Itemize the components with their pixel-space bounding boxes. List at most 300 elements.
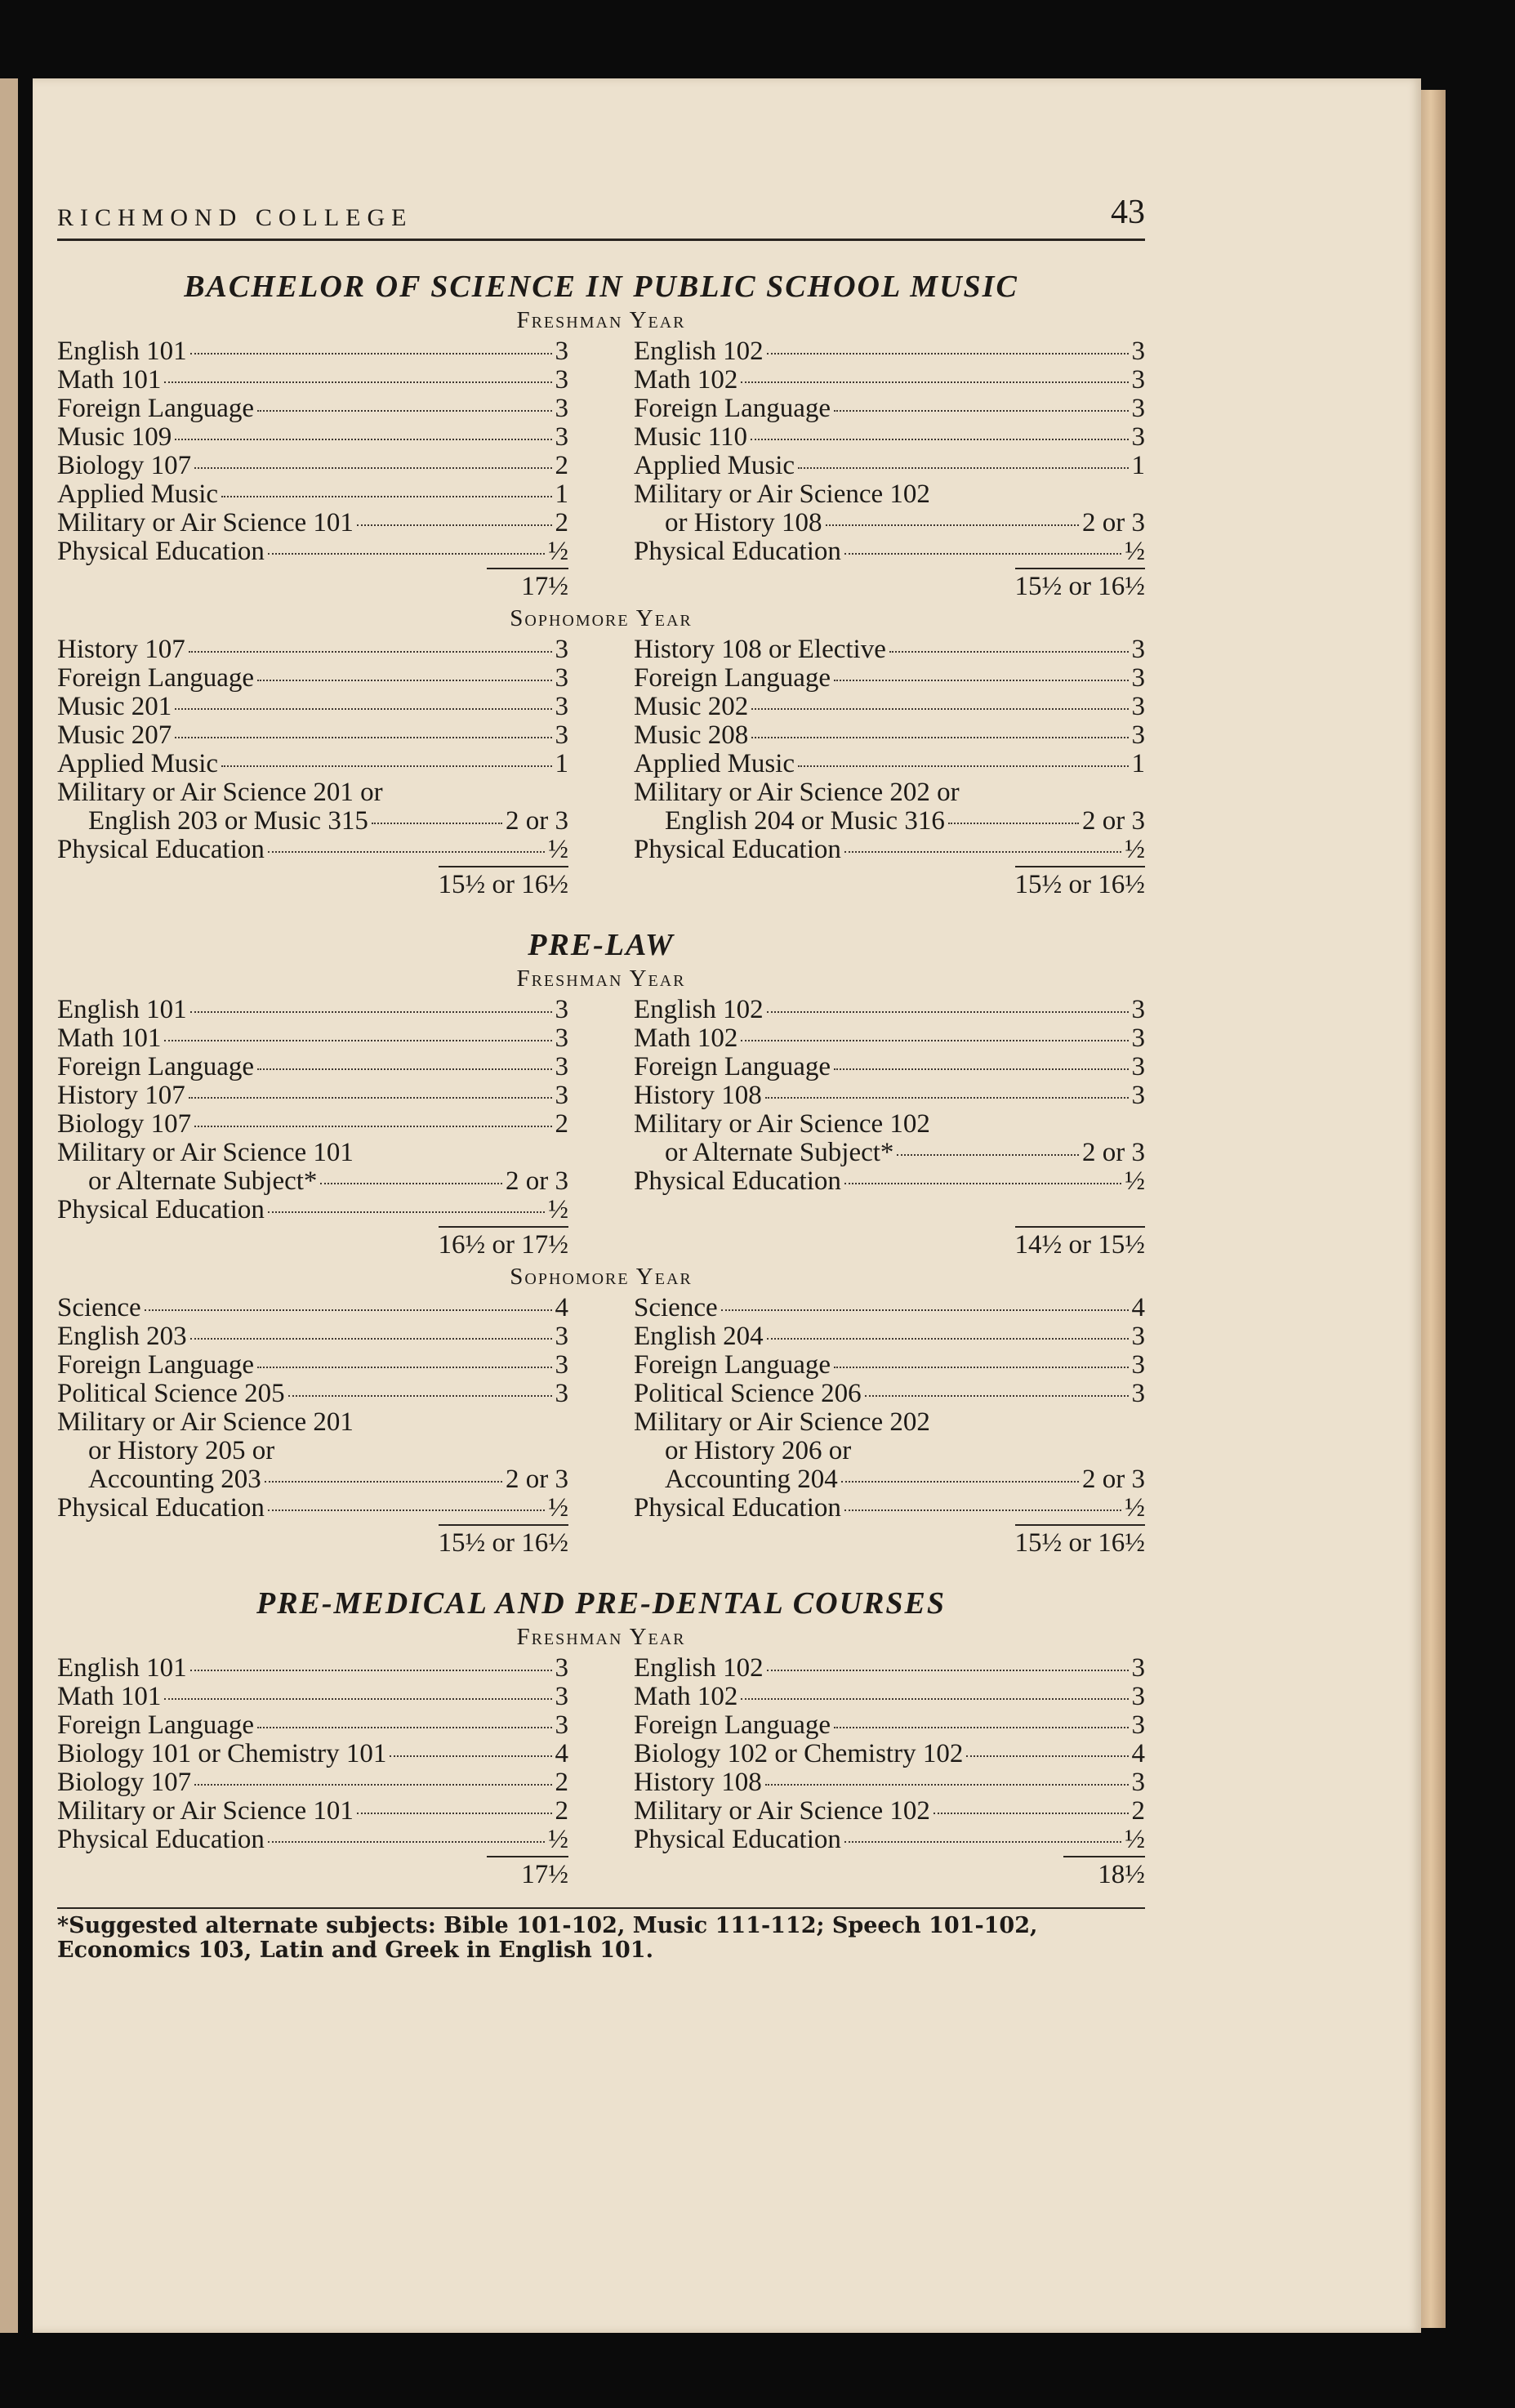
credit-hours: ½: [1125, 1825, 1145, 1854]
course-name: Physical Education: [57, 537, 265, 566]
course-name: Military or Air Science 102: [634, 479, 930, 509]
leader-dots: [865, 1395, 1129, 1397]
credit-hours: 3: [1131, 1322, 1145, 1351]
course-name: English 204: [634, 1322, 764, 1351]
leader-dots: [221, 496, 551, 497]
credit-hours: 3: [555, 663, 568, 693]
leader-dots: [841, 1481, 1079, 1483]
leader-dots: [145, 1309, 552, 1311]
credit-hours: 2 or 3: [1082, 806, 1145, 836]
course-row: [634, 1351, 1145, 1380]
course-name: Foreign Language: [57, 1052, 255, 1081]
credit-hours: 3: [555, 720, 568, 750]
course-row: [634, 537, 1145, 566]
credit-hours: ½: [1125, 1493, 1145, 1523]
course-name: Foreign Language: [634, 1052, 831, 1081]
leader-dots: [751, 439, 1128, 440]
course-row: [57, 1768, 568, 1797]
course-name: Physical Education: [57, 835, 265, 864]
course-row: [634, 452, 1145, 480]
course-row: [57, 1167, 568, 1196]
course-name: Accounting 204: [665, 1465, 838, 1494]
credit-hours: 3: [1131, 365, 1145, 395]
course-name: Math 101: [57, 1023, 162, 1053]
course-row: [634, 1322, 1145, 1351]
leader-dots: [320, 1183, 502, 1184]
course-row: [634, 1437, 1145, 1465]
course-row: [57, 1110, 568, 1139]
course-name: or Alternate Subject*: [665, 1138, 894, 1167]
leader-dots: [189, 1097, 552, 1099]
credit-hours: ½: [548, 1195, 568, 1224]
credit-hours: ½: [548, 1825, 568, 1854]
course-name: Math 102: [634, 365, 738, 395]
leader-dots: [164, 1698, 551, 1700]
course-name: Physical Education: [634, 1166, 841, 1196]
course-name: Physical Education: [634, 835, 841, 864]
credit-hours: 3: [555, 1379, 568, 1408]
credit-total: 15½ or 16½: [1015, 1524, 1146, 1558]
leader-dots: [934, 1813, 1129, 1814]
course-row: [57, 1740, 568, 1768]
credit-hours: 3: [555, 1350, 568, 1380]
credit-hours: ½: [1125, 537, 1145, 566]
college-name: RICHMOND COLLEGE: [57, 204, 413, 231]
course-name: Military or Air Science 101: [57, 508, 354, 537]
leader-dots: [257, 1367, 551, 1368]
leader-dots: [889, 651, 1129, 653]
section-title: BACHELOR OF SCIENCE IN PUBLIC SCHOOL MUSIC: [184, 270, 1018, 304]
semester-column-left: [57, 996, 568, 1260]
course-row: [57, 1139, 568, 1167]
curriculum-section: [57, 929, 1145, 1558]
credit-hours: ½: [1125, 835, 1145, 864]
year-heading: Freshman Year: [516, 965, 686, 992]
course-row: [57, 1380, 568, 1408]
semester-column-left: [57, 337, 568, 601]
course-row: [634, 1768, 1145, 1797]
course-row: [634, 750, 1145, 778]
credit-hours: 3: [1131, 635, 1145, 664]
course-name: Military or Air Science 202: [634, 1407, 930, 1437]
course-row: [57, 1053, 568, 1081]
leader-dots: [268, 1211, 545, 1213]
credit-hours: 3: [1131, 663, 1145, 693]
total-row: [57, 568, 568, 601]
credit-hours: 3: [1131, 394, 1145, 423]
course-row: [634, 807, 1145, 836]
course-row: [57, 452, 568, 480]
credit-hours: 2 or 3: [506, 1465, 568, 1494]
credit-hours: 2: [555, 1796, 568, 1826]
leader-dots: [897, 1154, 1079, 1156]
course-name: Math 101: [57, 365, 162, 395]
course-name: Physical Education: [634, 1493, 841, 1523]
leader-dots: [257, 1068, 551, 1070]
course-row: [634, 1408, 1145, 1437]
credit-hours: 1: [1131, 451, 1145, 480]
leader-dots: [221, 765, 551, 767]
course-row: [57, 366, 568, 395]
credit-total: 16½ or 17½: [439, 1226, 569, 1260]
course-name: Foreign Language: [57, 1350, 255, 1380]
credit-hours: 3: [555, 635, 568, 664]
leader-dots: [257, 680, 551, 681]
leader-dots: [767, 1011, 1129, 1013]
leader-dots: [751, 708, 1128, 710]
course-name: Foreign Language: [634, 1350, 831, 1380]
course-name: Applied Music: [634, 451, 795, 480]
total-row: [57, 866, 568, 899]
total-row: [634, 1524, 1145, 1558]
total-row: [634, 1856, 1145, 1889]
course-row: [634, 635, 1145, 664]
course-name: Biology 107: [57, 1109, 192, 1139]
credit-hours: 3: [555, 692, 568, 721]
credit-hours: 3: [555, 1710, 568, 1740]
course-row: [634, 509, 1145, 537]
credit-hours: 2: [555, 1768, 568, 1797]
year-heading: Sophomore Year: [510, 605, 693, 631]
course-name: Science: [634, 1293, 718, 1322]
credit-hours: 3: [555, 1682, 568, 1711]
course-name: History 108: [634, 1081, 762, 1110]
credit-hours: ½: [1125, 1166, 1145, 1196]
course-row: [634, 778, 1145, 807]
course-row: [634, 366, 1145, 395]
course-name: English 101: [57, 1653, 187, 1683]
course-row: [634, 1494, 1145, 1523]
semester-column-left: [57, 635, 568, 899]
course-name: History 107: [57, 1081, 185, 1110]
course-name: Military or Air Science 102: [634, 1796, 930, 1826]
course-name: English 101: [57, 337, 187, 366]
credit-hours: 3: [1131, 1350, 1145, 1380]
semester-column-right: [634, 337, 1145, 601]
semester-column-right: [634, 1654, 1145, 1889]
course-row: [634, 480, 1145, 509]
credit-hours: ½: [548, 537, 568, 566]
credit-total: 15½ or 16½: [1015, 568, 1146, 601]
credit-hours: 1: [555, 749, 568, 778]
credit-hours: 3: [1131, 1052, 1145, 1081]
total-row: [634, 568, 1145, 601]
credit-hours: 3: [555, 422, 568, 452]
course-name: or Alternate Subject*: [88, 1166, 318, 1196]
running-header: [57, 193, 1145, 241]
leader-dots: [798, 467, 1128, 469]
semester-column-right: [634, 635, 1145, 899]
leader-dots: [190, 353, 552, 355]
leader-dots: [265, 1481, 502, 1483]
course-row: [57, 1322, 568, 1351]
leader-dots: [765, 1097, 1129, 1099]
leader-dots: [834, 1727, 1128, 1728]
curriculum-section: [57, 270, 1145, 899]
course-row: [57, 996, 568, 1024]
section-title: PRE-MEDICAL AND PRE-DENTAL COURSES: [256, 1586, 946, 1621]
section-title: PRE-LAW: [528, 928, 675, 962]
leader-dots: [194, 467, 551, 469]
course-name: Physical Education: [57, 1493, 265, 1523]
credit-hours: 3: [555, 1052, 568, 1081]
credit-hours: 2 or 3: [506, 1166, 568, 1196]
course-row: [57, 395, 568, 423]
course-name: Music 109: [57, 422, 172, 452]
year-heading: Sophomore Year: [510, 1264, 693, 1290]
course-row: [634, 1139, 1145, 1167]
credit-total: 18½: [1063, 1856, 1145, 1889]
course-name: Math 102: [634, 1682, 738, 1711]
credit-hours: 3: [1131, 1653, 1145, 1683]
credit-hours: 3: [555, 337, 568, 366]
course-name: Music 208: [634, 720, 749, 750]
course-name: Applied Music: [57, 479, 219, 509]
leader-dots: [268, 1841, 545, 1843]
credit-total: 17½: [487, 568, 568, 601]
course-row: [57, 1351, 568, 1380]
course-row: [57, 509, 568, 537]
course-row: [57, 1196, 568, 1224]
course-name: English 102: [634, 337, 764, 366]
leader-dots: [175, 439, 551, 440]
course-row: [57, 1711, 568, 1740]
course-name: Foreign Language: [57, 394, 255, 423]
course-row: [634, 721, 1145, 750]
course-name: Foreign Language: [634, 1710, 831, 1740]
course-name: English 102: [634, 995, 764, 1024]
course-name: Foreign Language: [634, 394, 831, 423]
course-name: Applied Music: [57, 749, 219, 778]
course-name: Military or Air Science 201: [57, 1407, 354, 1437]
course-row: [57, 836, 568, 864]
course-row: [57, 1408, 568, 1437]
course-name: Biology 101 or Chemistry 101: [57, 1739, 387, 1768]
leader-dots: [190, 1338, 552, 1340]
total-row: [57, 1226, 568, 1260]
credit-hours: 2 or 3: [1082, 1465, 1145, 1494]
leader-dots: [268, 553, 545, 555]
leader-dots: [194, 1126, 551, 1127]
credit-hours: ½: [548, 1493, 568, 1523]
course-name: Music 201: [57, 692, 172, 721]
course-name: Physical Education: [57, 1195, 265, 1224]
course-row: [57, 721, 568, 750]
course-name: Biology 107: [57, 1768, 192, 1797]
credit-hours: 2: [1131, 1796, 1145, 1826]
semester-column-right: [634, 1294, 1145, 1558]
course-row: [634, 1167, 1145, 1196]
total-row: [634, 866, 1145, 899]
credit-hours: 2: [555, 451, 568, 480]
credit-hours: 4: [555, 1293, 568, 1322]
credit-total: 15½ or 16½: [439, 1524, 569, 1558]
course-row: [57, 1654, 568, 1683]
course-name: Physical Education: [634, 1825, 841, 1854]
course-columns: [57, 1294, 1145, 1558]
credit-hours: 1: [1131, 749, 1145, 778]
credit-hours: 3: [555, 995, 568, 1024]
course-row: [57, 537, 568, 566]
course-name: or History 206 or: [665, 1436, 852, 1465]
year-heading: Freshman Year: [516, 1624, 686, 1650]
course-name: Music 110: [634, 422, 748, 452]
course-name: Biology 102 or Chemistry 102: [634, 1739, 964, 1768]
footnote: *Suggested alternate subjects: Bible 101-102, Music 111-112; Speech 101-102, Economics 103, Latin and Greek in English 101.: [57, 1907, 1145, 1963]
leader-dots: [948, 823, 1079, 824]
course-name: Political Science 205: [57, 1379, 285, 1408]
credit-hours: 4: [1131, 1739, 1145, 1768]
course-row: [57, 693, 568, 721]
leader-dots: [834, 1068, 1128, 1070]
leader-dots: [844, 1841, 1121, 1843]
credit-hours: 3: [555, 1653, 568, 1683]
leader-dots: [826, 524, 1080, 526]
course-name: Military or Air Science 202 or: [634, 778, 960, 807]
semester-column-left: [57, 1654, 568, 1889]
course-name: History 108 or Elective: [634, 635, 886, 664]
course-row: [634, 1380, 1145, 1408]
course-name: Military or Air Science 102: [634, 1109, 930, 1139]
course-row: [634, 1110, 1145, 1139]
credit-hours: 2 or 3: [506, 806, 568, 836]
course-row: [634, 395, 1145, 423]
course-name: English 204 or Music 316: [665, 806, 945, 836]
leader-dots: [798, 765, 1128, 767]
credit-hours: 3: [555, 394, 568, 423]
course-row: [57, 1797, 568, 1826]
credit-hours: 3: [1131, 337, 1145, 366]
leader-dots: [767, 353, 1129, 355]
course-row: [634, 1654, 1145, 1683]
course-row: [634, 996, 1145, 1024]
leader-dots: [390, 1755, 551, 1757]
credit-hours: 3: [1131, 1379, 1145, 1408]
course-name: Accounting 203: [88, 1465, 261, 1494]
leader-dots: [834, 410, 1128, 412]
leader-dots: [767, 1670, 1129, 1671]
leader-dots: [741, 1698, 1128, 1700]
leader-dots: [751, 737, 1128, 738]
leader-dots: [164, 1040, 551, 1041]
course-name: Physical Education: [57, 1825, 265, 1854]
course-name: English 102: [634, 1653, 764, 1683]
course-name: Music 202: [634, 692, 749, 721]
leader-dots: [844, 851, 1121, 853]
course-name: History 107: [57, 635, 185, 664]
course-name: Science: [57, 1293, 141, 1322]
leader-dots: [175, 737, 551, 738]
year-heading: Freshman Year: [516, 307, 686, 333]
course-name: English 203: [57, 1322, 187, 1351]
leader-dots: [190, 1670, 552, 1671]
course-row: [57, 635, 568, 664]
leader-dots: [257, 410, 551, 412]
credit-hours: 3: [555, 365, 568, 395]
course-row: [634, 693, 1145, 721]
course-columns: [57, 635, 1145, 899]
total-row: [634, 1226, 1145, 1260]
credit-hours: 4: [1131, 1293, 1145, 1322]
course-row: [634, 1294, 1145, 1322]
course-row: [634, 337, 1145, 366]
course-row: [57, 807, 568, 836]
leader-dots: [966, 1755, 1128, 1757]
course-name: or History 108: [665, 508, 822, 537]
credit-total: 17½: [487, 1856, 568, 1889]
leader-dots: [268, 851, 545, 853]
credit-hours: 3: [555, 1322, 568, 1351]
credit-hours: 3: [1131, 995, 1145, 1024]
total-row: [57, 1856, 568, 1889]
course-row: [57, 480, 568, 509]
leader-dots: [194, 1784, 551, 1786]
course-name: Biology 107: [57, 451, 192, 480]
credit-hours: 4: [555, 1739, 568, 1768]
course-name: English 101: [57, 995, 187, 1024]
credit-hours: 3: [1131, 1682, 1145, 1711]
course-row: [634, 836, 1145, 864]
course-row: [634, 1465, 1145, 1494]
leader-dots: [372, 823, 502, 824]
leader-dots: [175, 708, 551, 710]
credit-hours: 3: [555, 1023, 568, 1053]
course-row: [57, 664, 568, 693]
credit-total: 15½ or 16½: [1015, 866, 1146, 899]
total-row: [57, 1524, 568, 1558]
leader-dots: [357, 524, 552, 526]
leader-dots: [844, 1509, 1121, 1511]
course-row: [57, 1465, 568, 1494]
course-name: or History 205 or: [88, 1436, 275, 1465]
course-name: Military or Air Science 201 or: [57, 778, 383, 807]
semester-column-left: [57, 1294, 568, 1558]
course-name: Math 102: [634, 1023, 738, 1053]
course-row: [634, 1683, 1145, 1711]
adjacent-page-edge: [0, 78, 18, 2333]
credit-hours: 3: [1131, 692, 1145, 721]
course-name: Applied Music: [634, 749, 795, 778]
course-row: [57, 1437, 568, 1465]
course-row: [57, 1081, 568, 1110]
leader-dots: [357, 1813, 552, 1814]
curriculum-sections: [57, 270, 1145, 1889]
leader-dots: [844, 1183, 1121, 1184]
course-row: [57, 1826, 568, 1854]
course-name: History 108: [634, 1768, 762, 1797]
course-row: [57, 1024, 568, 1053]
course-name: Physical Education: [634, 537, 841, 566]
course-row: [57, 337, 568, 366]
leader-dots: [741, 1040, 1128, 1041]
credit-hours: 3: [1131, 1023, 1145, 1053]
credit-hours: 3: [1131, 422, 1145, 452]
semester-column-right: [634, 996, 1145, 1260]
course-row: [634, 1740, 1145, 1768]
leader-dots: [767, 1338, 1129, 1340]
course-columns: [57, 337, 1145, 601]
course-columns: [57, 996, 1145, 1260]
course-name: Military or Air Science 101: [57, 1796, 354, 1826]
course-columns: [57, 1654, 1145, 1889]
leader-dots: [765, 1784, 1129, 1786]
course-name: Music 207: [57, 720, 172, 750]
course-row: [634, 1024, 1145, 1053]
credit-hours: 3: [1131, 1710, 1145, 1740]
page-content: [57, 193, 1145, 1963]
credit-hours: 2: [555, 508, 568, 537]
leader-dots: [834, 1367, 1128, 1368]
